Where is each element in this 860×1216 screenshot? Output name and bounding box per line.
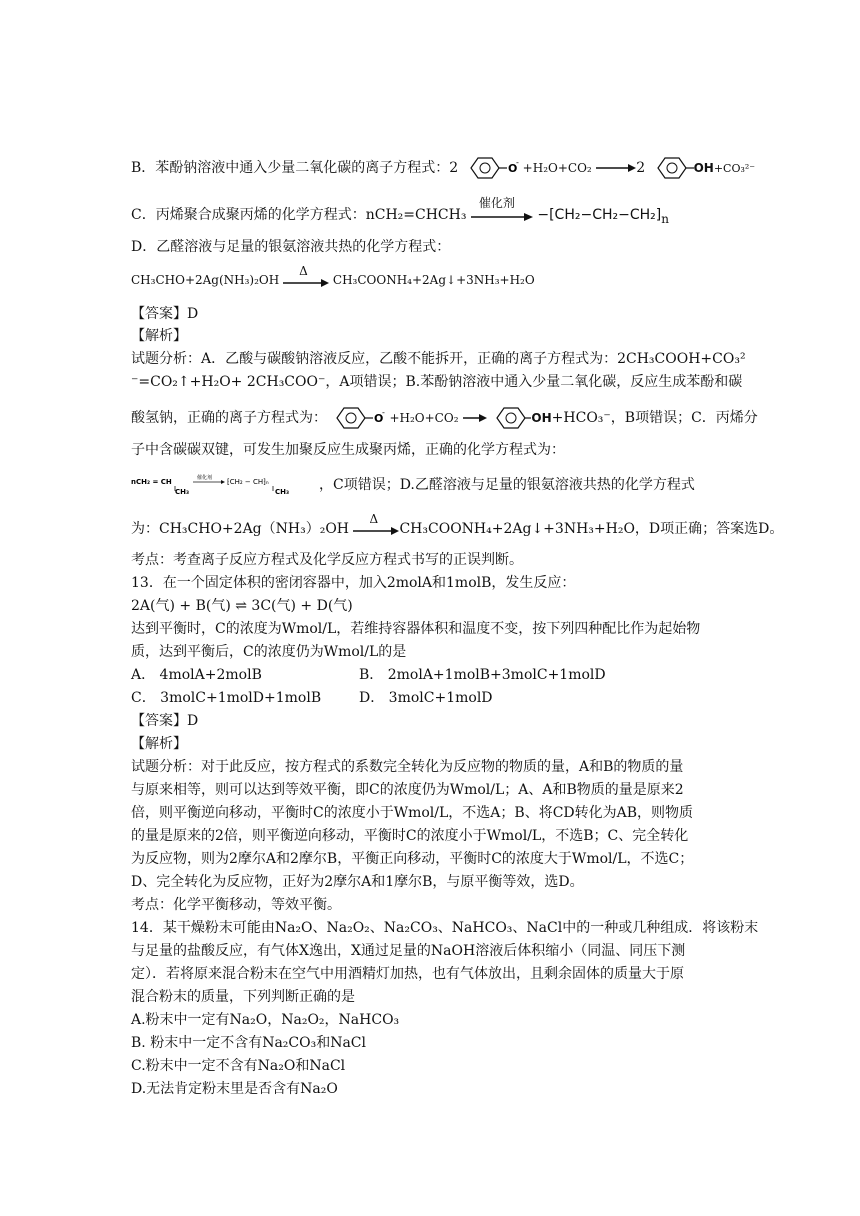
q13-analysis-line: 为反应物，则为2摩尔A和2摩尔B，平衡正向移动，平衡时C的浓度大于Wmol/L，不选C； [131,851,694,867]
phenol-ring-icon [491,405,531,431]
phenol-ring-icon [650,155,694,181]
q12-analysis-line [131,474,695,496]
q14-option-b: B. 粉末中一定不含有Na₂CO₃和NaCl [131,1035,366,1051]
q12-option-b [131,155,755,181]
q12-b-oh: OH [693,161,714,175]
reaction-arrow-icon [353,526,399,536]
svg-text:O: O [374,412,384,425]
q13-analysis-line: 与原来相等，则可以达到等效平衡，即C的浓度仍为Wmol/L；A、A和B物质的量是原来2 [131,782,684,798]
svg-text:催化剂: 催化剂 [197,475,213,481]
phenoxide-ring-icon [463,155,523,181]
heat-arrow [283,263,329,289]
q12-option-c [131,196,669,226]
q12-analysis-line: 子中含碳碳双键，可发生加聚反应生成聚丙烯，正确的化学方程式为： [131,442,565,458]
reaction-arrow-icon [471,211,533,223]
q13-analysis-line: 倍，则平衡逆向移动，平衡时C的浓度小于Wmol/L，不选A；B、将CD转化为AB，则物质 [131,805,694,821]
q13-stem: 质，达到平衡后，C的浓度仍为Wmol/L的是 [131,644,407,660]
q12-analysis-text: +HCO₃⁻，B项错误；C．丙烯分 [551,410,758,426]
q12-b-co3: +CO₃²⁻ [713,162,756,175]
q12-option-d: D．乙醛溶液与足量的银氨溶液共热的化学方程式： [131,239,451,255]
q12-analysis-line: 试题分析：A．乙酸与碳酸钠溶液反应，乙酸不能拆开，正确的离子方程式为：2CH₃COOH+CO₃² [131,351,746,367]
q13-analysis-head: 【解析】 [131,736,187,752]
reaction-arrow-icon [596,163,636,173]
heat-symbol: Δ [299,263,308,278]
q12-analysis-line [131,512,784,539]
q14-stem: 与足量的盐酸反应，有气体X逸出，X通过足量的NaOH溶液后体积缩小（同温、同压下测 [131,943,686,959]
polymerization-equation-image [131,474,319,496]
q12-analysis-text: ，C项错误；D.乙醛溶液与足量的银氨溶液共热的化学方程式 [319,477,695,493]
q12-analysis-line: ⁻=CO₂↑+H₂O+ 2CH₃COO⁻，A项错误；B.苯酚钠溶液中通入少量二氧化碳，反应生成苯酚和碳 [131,374,743,390]
q13-option-a: A． 4molA+2molB [131,667,262,683]
reaction-arrow-icon [463,413,487,423]
q12-option-b-text: B．苯酚钠溶液中通入少量二氧化碳的离子方程式： [131,160,450,176]
q13-option-b: B． 2molA+1molB+3molC+1molD [359,667,606,683]
svg-text:⁅CH₂ − CH⁆ₙ: ⁅CH₂ − CH⁆ₙ [227,478,269,486]
svg-text:-: - [515,158,519,167]
q14-stem: 14．某干燥粉末可能由Na₂O、Na₂O₂、Na₂CO₃、NaHCO₃、NaCl中的一种或几种组成．将该粉末 [131,920,759,936]
q12-option-c-text: C．丙烯聚合成聚丙烯的化学方程式：nCH₂=CHCH₃ [131,207,467,223]
reaction-arrow-icon [283,278,329,288]
q12-c-product: −[CH₂−CH₂−CH₂] [537,207,662,223]
q12-analysis-head: 【解析】 [131,328,187,344]
q13-reaction: 2A(气) + B(气) ⇌ 3C(气) + D(气) [131,598,353,614]
q13-option-c: C． 3molC+1molD+1molB [131,690,322,706]
q12-answer: 【答案】D [131,306,199,322]
q13-stem: 13．在一个固定体积的密闭容器中，加入2molA和1molB，发生反应： [131,575,576,591]
q12-analysis-text: 酸氢钠，正确的离子方程式为： [131,410,327,426]
q12-analysis-text: 为：CH₃CHO+2Ag（NH₃）₂OH [131,521,350,537]
q12-d-left: CH₃CHO+2Ag(NH₃)₂OH [131,273,280,287]
svg-text:-: - [382,408,386,417]
q12-d-right: CH₃COONH₄+2Ag↓+3NH₃+H₂O [332,273,535,287]
q13-analysis-line: D、完全转化为反应物，正好为2摩尔A和1摩尔B，与原平衡等效，选D。 [131,874,584,890]
q12-kaodian: 考点：考查离子反应方程式及化学反应方程式书写的正误判断。 [131,552,523,568]
q13-option-d: D． 3molC+1molD [359,690,493,706]
catalyst-label: 催化剂 [478,196,515,210]
q12-c-n: n [661,211,669,226]
svg-text:CH₃: CH₃ [175,488,190,496]
q12-b-coef2: 2 [636,160,646,176]
heat-arrow [353,512,399,537]
catalyst-arrow [471,196,533,225]
q14-option-d: D.无法肯定粉末里是否含有Na₂O [131,1081,338,1097]
svg-text:CH₃: CH₃ [275,488,290,496]
q13-answer: 【答案】D [131,713,199,729]
phenoxide-ring-icon [331,405,389,431]
q12-b-reagents: +H₂O+CO₂ [522,161,592,175]
q12-analysis-line [131,405,758,431]
q14-stem: 混合粉末的质量，下列判断正确的是 [131,989,355,1005]
q13-kaodian: 考点：化学平衡移动，等效平衡。 [131,897,341,913]
q12-analysis-text: CH₃COONH₄+2Ag↓+3NH₃+H₂O，D项正确；答案选D。 [399,521,784,537]
q13-analysis-line: 试题分析：对于此反应，按方程式的系数完全转化为反应物的物质的量，A和B的物质的量 [131,759,684,775]
svg-text:O: O [507,162,518,175]
q13-analysis-line: 的量是原来的2倍，则平衡逆向移动，平衡时C的浓度小于Wmol/L，不选B；C、完全转化 [131,828,689,844]
q12-b-coef1: 2 [449,160,459,176]
heat-symbol: Δ [369,512,379,526]
q12-analysis-reagents: +H₂O+CO₂ [389,411,459,425]
q13-stem: 达到平衡时，C的浓度为Wmol/L，若维持容器体积和温度不变，按下列四种配比作为起始物 [131,621,701,637]
svg-text:nCH₂ = CH: nCH₂ = CH [131,478,172,486]
q14-option-a: A.粉末中一定有Na₂O，Na₂O₂，NaHCO₃ [131,1012,400,1028]
q12-analysis-oh: OH [531,411,552,425]
q14-option-c: C.粉末中一定不含有Na₂O和NaCl [131,1058,346,1074]
q14-stem: 定）．若将原来混合粉末在空气中用酒精灯加热，也有气体放出，且剩余固体的质量大于原 [131,966,684,982]
q12-d-equation [131,263,535,290]
